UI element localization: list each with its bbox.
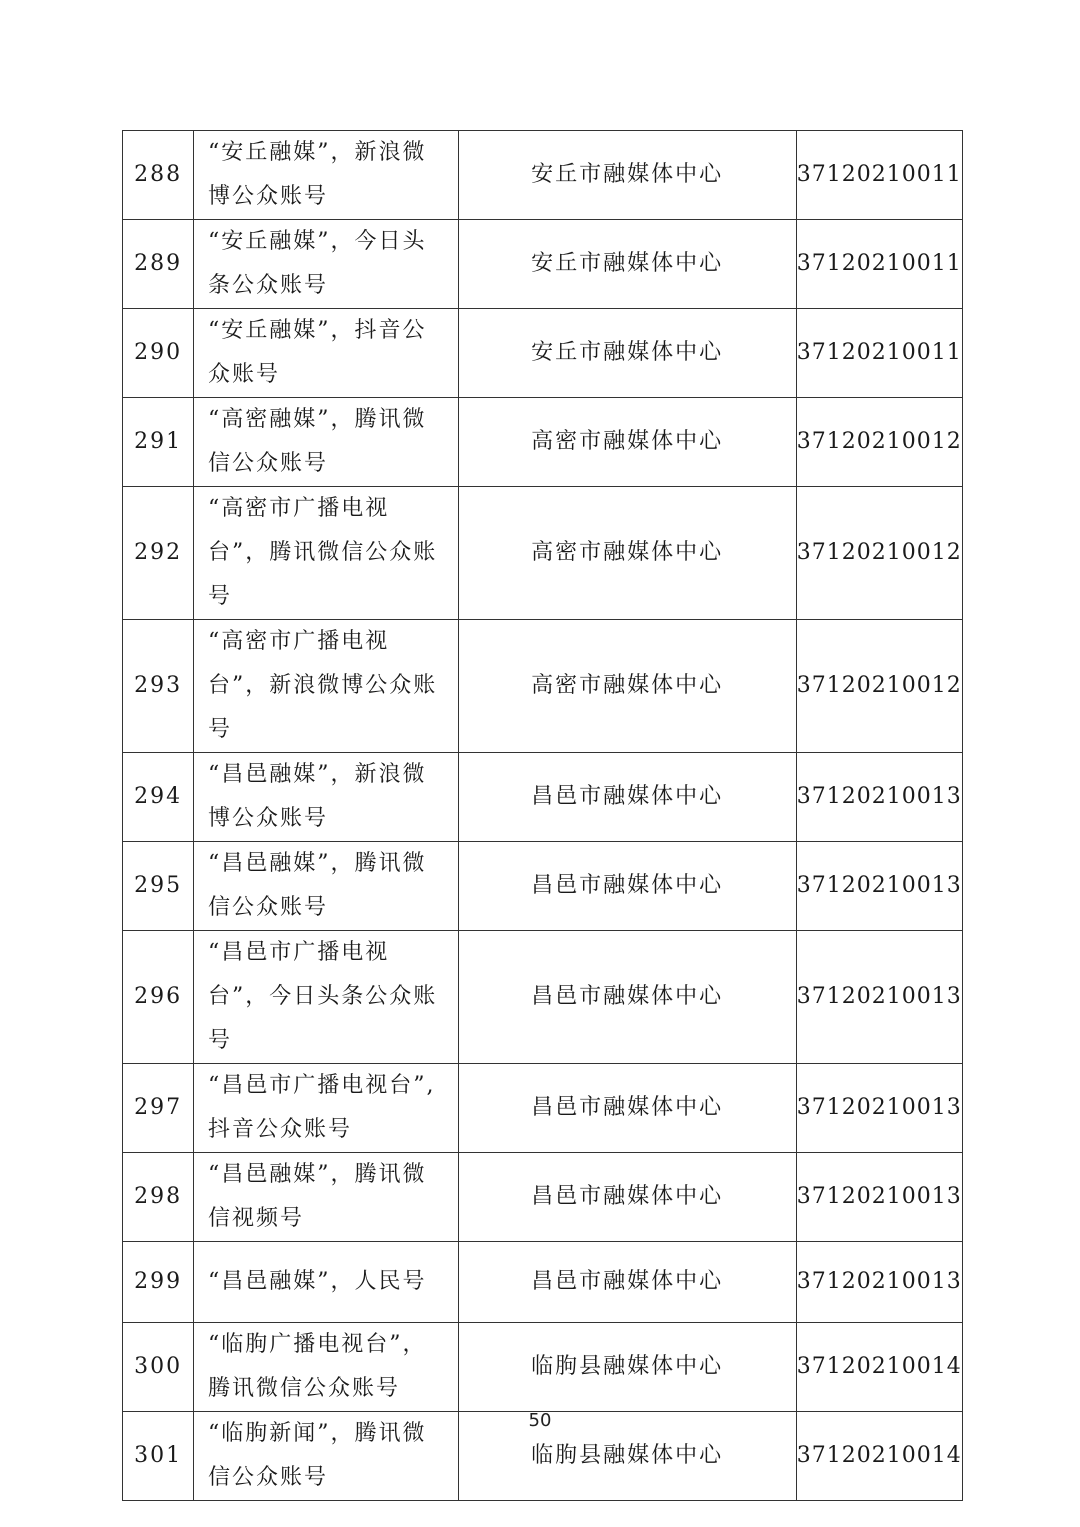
row-number: 301 [123,1412,194,1501]
row-number: 292 [123,487,194,620]
account-name-cell [194,220,459,309]
organization-cell: 昌邑市融媒体中心 [458,931,796,1064]
table-row [123,753,963,842]
account-name-cell [194,931,459,1064]
table-row [123,1064,963,1153]
account-name-cell [194,620,459,753]
table-row [123,220,963,309]
code-cell: 37120210014 [796,1323,962,1412]
table-row [123,398,963,487]
account-name-cell [194,1153,459,1242]
table-row [123,842,963,931]
account-name-cell [194,398,459,487]
row-number: 294 [123,753,194,842]
account-name: “昌邑融媒”，人民号 [207,1269,427,1294]
table-row [123,1242,963,1323]
account-name: “高密市广播电视台”，腾讯微信公众账号 [207,496,438,609]
table-row [123,309,963,398]
row-number: 298 [123,1153,194,1242]
organization-cell: 临朐县融媒体中心 [458,1412,796,1501]
account-name-cell [194,487,459,620]
account-name: “高密融媒”，腾讯微信公众账号 [207,407,427,476]
organization-cell: 高密市融媒体中心 [458,487,796,620]
organization-cell: 临朐县融媒体中心 [458,1323,796,1412]
organization-cell: 昌邑市融媒体中心 [458,842,796,931]
row-number: 289 [123,220,194,309]
code-cell: 37120210014 [796,1412,962,1501]
code-cell: 37120210013 [796,1153,962,1242]
account-name: “安丘融媒”，新浪微博公众账号 [207,140,427,209]
organization-cell: 安丘市融媒体中心 [458,220,796,309]
organization-cell: 安丘市融媒体中心 [458,131,796,220]
page-number: 50 [528,1410,552,1431]
account-name-cell [194,842,459,931]
table-row [123,1153,963,1242]
code-cell: 37120210011 [796,309,962,398]
account-name: “昌邑融媒”，新浪微博公众账号 [207,762,427,831]
account-name-cell [194,1064,459,1153]
organization-cell: 高密市融媒体中心 [458,620,796,753]
organization-cell: 高密市融媒体中心 [458,398,796,487]
code-cell: 37120210012 [796,398,962,487]
account-name-cell [194,1323,459,1412]
account-name: “临朐广播电视台”，腾讯微信公众账号 [207,1332,427,1401]
table-row [123,931,963,1064]
row-number: 295 [123,842,194,931]
account-name-cell [194,1242,459,1323]
account-name: “临朐新闻”，腾讯微信公众账号 [207,1421,427,1490]
row-number: 296 [123,931,194,1064]
code-cell: 37120210013 [796,1064,962,1153]
organization-cell: 昌邑市融媒体中心 [458,1242,796,1323]
table-row [123,1323,963,1412]
table-row [123,131,963,220]
code-cell: 37120210013 [796,1242,962,1323]
row-number: 290 [123,309,194,398]
account-name: “昌邑融媒”，腾讯微信视频号 [207,1162,427,1231]
account-name: “昌邑市广播电视台”，今日头条公众账号 [207,940,438,1053]
table-row [123,487,963,620]
code-cell: 37120210013 [796,842,962,931]
code-cell: 37120210012 [796,487,962,620]
account-name-cell [194,309,459,398]
table-row [123,620,963,753]
account-name: “安丘融媒”，今日头条公众账号 [207,229,427,298]
account-name-cell [194,131,459,220]
code-cell: 37120210012 [796,620,962,753]
organization-cell: 昌邑市融媒体中心 [458,1064,796,1153]
code-cell: 37120210011 [796,131,962,220]
account-name: “昌邑融媒”，腾讯微信公众账号 [207,851,427,920]
organization-cell: 昌邑市融媒体中心 [458,753,796,842]
row-number: 297 [123,1064,194,1153]
row-number: 291 [123,398,194,487]
row-number: 300 [123,1323,194,1412]
code-cell: 37120210011 [796,220,962,309]
row-number: 288 [123,131,194,220]
organization-cell: 安丘市融媒体中心 [458,309,796,398]
row-number: 293 [123,620,194,753]
code-cell: 37120210013 [796,753,962,842]
row-number: 299 [123,1242,194,1323]
registry-table [122,130,963,1501]
account-name: “高密市广播电视台”，新浪微博公众账号 [207,629,438,742]
account-name: “安丘融媒”，抖音公众账号 [207,318,427,387]
account-name: “昌邑市广播电视台”,抖音公众账号 [207,1073,436,1142]
organization-cell: 昌邑市融媒体中心 [458,1153,796,1242]
account-name-cell [194,753,459,842]
code-cell: 37120210013 [796,931,962,1064]
